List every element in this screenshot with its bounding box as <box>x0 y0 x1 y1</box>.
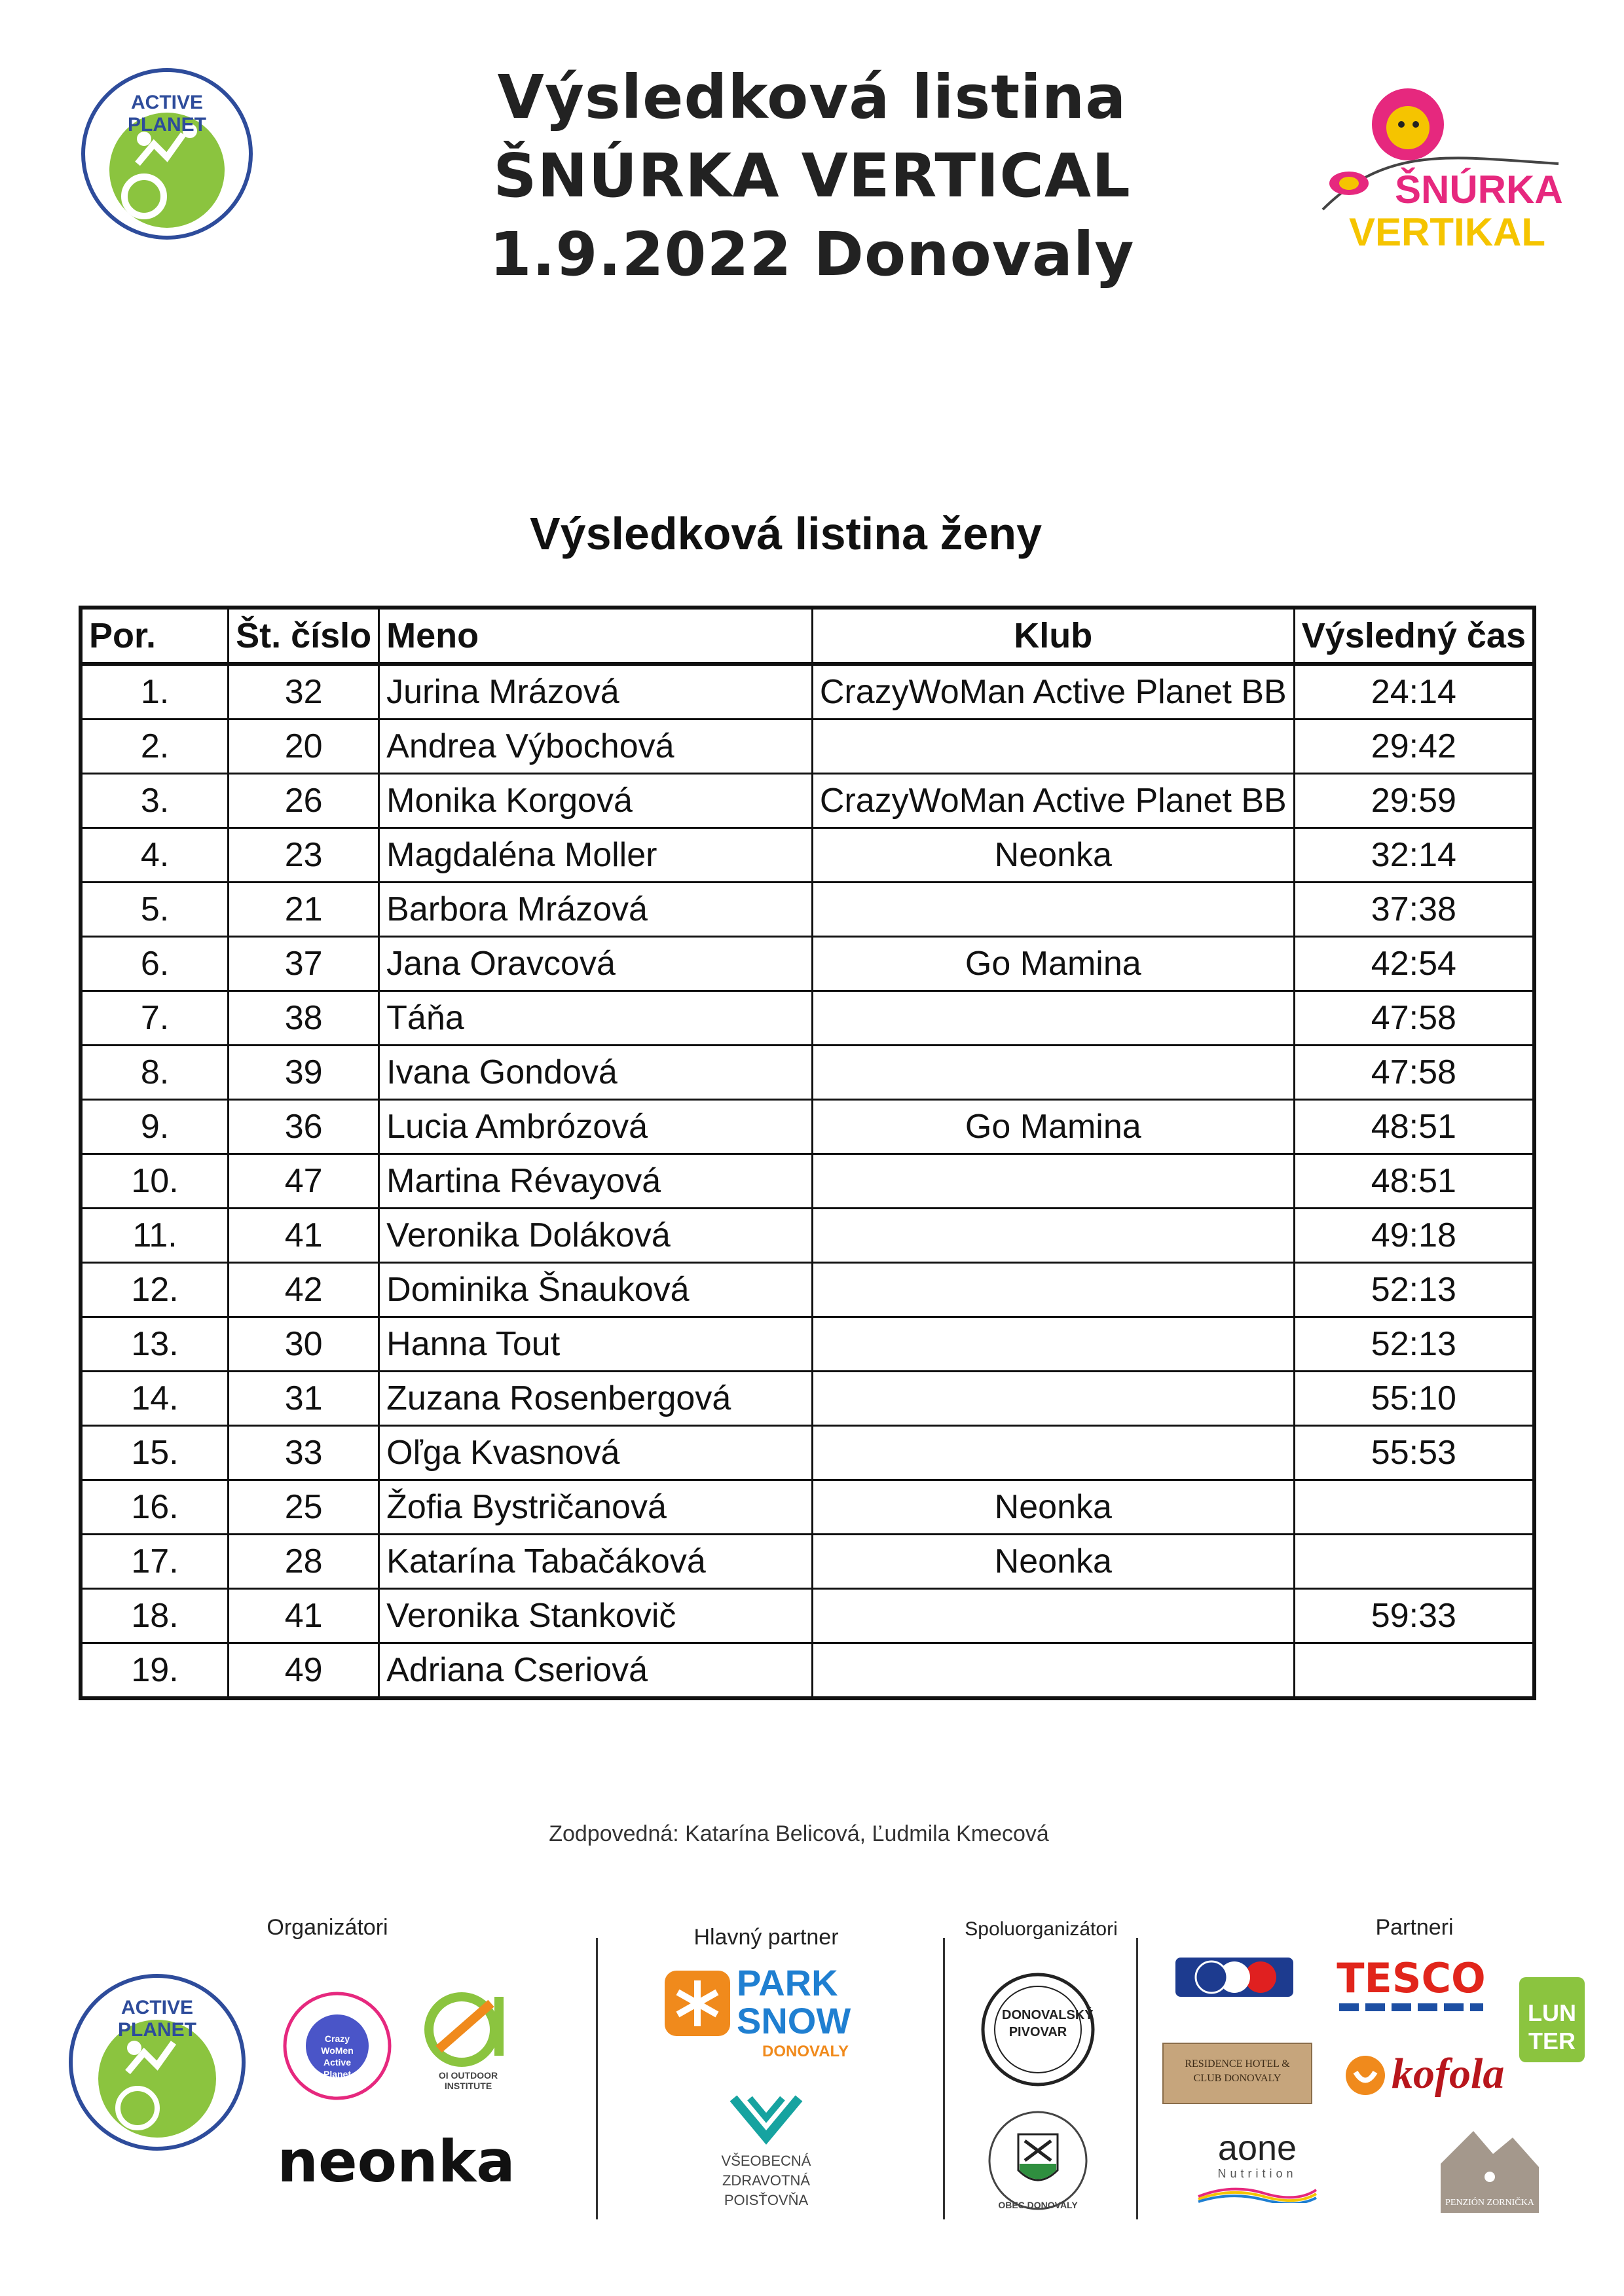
cell-club: CrazyWoMan Active Planet BB <box>812 774 1294 828</box>
table-header-row <box>81 608 1534 664</box>
cell-rank: 7. <box>81 991 229 1046</box>
cell-name: Táňa <box>379 991 813 1046</box>
table-row <box>81 1589 1534 1643</box>
cell-bib: 31 <box>229 1372 379 1426</box>
cell-time: 48:51 <box>1294 1154 1534 1209</box>
vzp-text-line2: ZDRAVOTNÁ <box>722 2172 811 2189</box>
table-row <box>81 664 1534 720</box>
lunter-text-top: LUN <box>1528 1999 1576 2026</box>
cell-club <box>812 991 1294 1046</box>
cell-name: Jana Oravcová <box>379 937 813 991</box>
cell-time <box>1294 1643 1534 1699</box>
cell-club <box>812 1589 1294 1643</box>
crazy-women-logo <box>282 1990 393 2102</box>
cell-name: Magdaléna Moller <box>379 828 813 883</box>
cell-club <box>812 1209 1294 1263</box>
coorganizers-label: Spoluorganizátori <box>965 1918 1118 1940</box>
cell-rank: 15. <box>81 1426 229 1480</box>
cell-name: Dominika Šnauková <box>379 1263 813 1317</box>
kofola-logo <box>1342 2049 1506 2108</box>
cell-time: 24:14 <box>1294 664 1534 720</box>
cell-time: 55:53 <box>1294 1426 1534 1480</box>
cell-name: Oľga Kvasnová <box>379 1426 813 1480</box>
cell-time: 32:14 <box>1294 828 1534 883</box>
pivovar-text: DONOVALSKÝ PIVOVAR <box>1002 2008 1094 2039</box>
cell-bib: 41 <box>229 1209 379 1263</box>
cell-club <box>812 1426 1294 1480</box>
column-header-bib: Št. číslo <box>229 608 379 664</box>
title-line-3: 1.9.2022 Donovaly <box>489 219 1135 289</box>
cell-bib: 23 <box>229 828 379 883</box>
cell-time: 52:13 <box>1294 1263 1534 1317</box>
cell-rank: 1. <box>81 664 229 720</box>
table-row <box>81 774 1534 828</box>
outdoor-institute-logo <box>419 1984 517 2095</box>
penzion-zornicka-logo <box>1437 2124 1542 2216</box>
obec-donovaly-text: OBEC DONOVALY <box>998 2200 1078 2210</box>
column-header-time: Výsledný čas <box>1294 608 1534 664</box>
organizers-label: Organizátori <box>267 1915 388 1940</box>
table-row <box>81 937 1534 991</box>
table-row <box>81 1535 1534 1589</box>
table-row <box>81 1480 1534 1535</box>
cell-bib: 25 <box>229 1480 379 1535</box>
cell-rank: 10. <box>81 1154 229 1209</box>
footer-active-planet-logo <box>65 1971 249 2154</box>
cell-club <box>812 1643 1294 1699</box>
cell-rank: 3. <box>81 774 229 828</box>
cell-time: 55:10 <box>1294 1372 1534 1426</box>
residence-hotel-text: RESIDENCE HOTEL & CLUB DONOVALY <box>1185 2058 1290 2084</box>
cell-club <box>812 1317 1294 1372</box>
cell-rank: 9. <box>81 1100 229 1154</box>
aone-text: aone <box>1217 2128 1297 2168</box>
cell-name: Andrea Výbochová <box>379 720 813 774</box>
cell-name: Martina Révayová <box>379 1154 813 1209</box>
park-snow-text: PARK SNOW <box>737 1962 851 2041</box>
responsible-persons: Zodpovedná: Katarína Belicová, Ľudmila Kmecová <box>549 1821 1049 1846</box>
sad-zvolen-logo <box>1172 1954 1297 2007</box>
divider-1 <box>596 1938 598 2219</box>
title-line-2: ŠNÚRKA VERTICAL <box>493 141 1131 211</box>
table-row <box>81 1154 1534 1209</box>
cell-rank: 13. <box>81 1317 229 1372</box>
cell-time: 29:59 <box>1294 774 1534 828</box>
cell-name: Ivana Gondová <box>379 1046 813 1100</box>
cell-rank: 18. <box>81 1589 229 1643</box>
column-header-club: Klub <box>812 608 1294 664</box>
cell-name: Veronika Stankovič <box>379 1589 813 1643</box>
table-row <box>81 720 1534 774</box>
footer-active-planet-text: ACTIVE PLANET <box>118 1997 196 2041</box>
cell-club: Neonka <box>812 828 1294 883</box>
vzp-logo <box>701 2088 832 2226</box>
park-snow-logo <box>661 1961 877 2066</box>
cell-rank: 2. <box>81 720 229 774</box>
kofola-text: kofola <box>1392 2050 1505 2098</box>
vzp-text-line3: POISŤOVŇA <box>724 2192 809 2208</box>
cell-name: Jurina Mrázová <box>379 664 813 720</box>
obec-donovaly-logo <box>986 2108 1090 2213</box>
snurka-logo-line2: VERTIKAL <box>1349 210 1545 254</box>
table-row <box>81 828 1534 883</box>
cell-time: 29:42 <box>1294 720 1534 774</box>
table-row <box>81 991 1534 1046</box>
cell-name: Monika Korgová <box>379 774 813 828</box>
cell-club <box>812 1372 1294 1426</box>
crazy-women-logo-text: Crazy WoMen Active Planet <box>321 2033 354 2079</box>
cell-time: 37:38 <box>1294 883 1534 937</box>
cell-name: Veronika Doláková <box>379 1209 813 1263</box>
cell-name: Lucia Ambrózová <box>379 1100 813 1154</box>
tesco-stripes <box>1339 2003 1483 2011</box>
cell-rank: 4. <box>81 828 229 883</box>
results-table <box>79 606 1536 1700</box>
table-row <box>81 1209 1534 1263</box>
table-row <box>81 1372 1534 1426</box>
cell-bib: 38 <box>229 991 379 1046</box>
column-header-rank: Por. <box>81 608 229 664</box>
cell-name: Žofia Bystričanová <box>379 1480 813 1535</box>
main-partner-label: Hlavný partner <box>693 1925 839 1950</box>
divider-3 <box>1136 1938 1138 2219</box>
cell-bib: 26 <box>229 774 379 828</box>
tesco-logo: TESCO <box>1337 1954 1486 2002</box>
neonka-logo: neonka <box>277 2128 515 2195</box>
snurka-logo-line1: ŠNÚRKA <box>1395 168 1563 211</box>
title-line-1: Výsledková listina <box>497 62 1127 132</box>
cell-name: Hanna Tout <box>379 1317 813 1372</box>
cell-time <box>1294 1480 1534 1535</box>
cell-bib: 36 <box>229 1100 379 1154</box>
cell-bib: 47 <box>229 1154 379 1209</box>
cell-bib: 32 <box>229 664 379 720</box>
cell-time: 47:58 <box>1294 991 1534 1046</box>
cell-club: Neonka <box>812 1535 1294 1589</box>
cell-bib: 39 <box>229 1046 379 1100</box>
cell-name: Katarína Tabačáková <box>379 1535 813 1589</box>
aone-subtext: Nutrition <box>1217 2167 1297 2180</box>
cell-bib: 42 <box>229 1263 379 1317</box>
vzp-text-line1: VŠEOBECNÁ <box>721 2153 811 2169</box>
park-snow-subtext: DONOVALY <box>762 2043 849 2060</box>
cell-time: 47:58 <box>1294 1046 1534 1100</box>
cell-club: Go Mamina <box>812 1100 1294 1154</box>
table-row <box>81 1317 1534 1372</box>
cell-bib: 28 <box>229 1535 379 1589</box>
cell-club: Neonka <box>812 1480 1294 1535</box>
cell-name: Zuzana Rosenbergová <box>379 1372 813 1426</box>
cell-club <box>812 1154 1294 1209</box>
results-subtitle: Výsledková listina ženy <box>529 508 1043 559</box>
cell-bib: 37 <box>229 937 379 991</box>
cell-rank: 11. <box>81 1209 229 1263</box>
partners-label: Partneri <box>1375 1915 1454 1940</box>
table-row <box>81 1046 1534 1100</box>
cell-club <box>812 1046 1294 1100</box>
cell-rank: 16. <box>81 1480 229 1535</box>
cell-club: CrazyWoMan Active Planet BB <box>812 664 1294 720</box>
active-planet-logo-text: ACTIVE PLANET <box>128 92 206 136</box>
table-row <box>81 883 1534 937</box>
cell-rank: 8. <box>81 1046 229 1100</box>
penzion-zornicka-text: PENZIÓN ZORNIČKA <box>1445 2198 1534 2208</box>
cell-rank: 6. <box>81 937 229 991</box>
cell-club <box>812 883 1294 937</box>
table-row <box>81 1100 1534 1154</box>
cell-rank: 19. <box>81 1643 229 1699</box>
table-row <box>81 1643 1534 1699</box>
column-header-name: Meno <box>379 608 813 664</box>
cell-club <box>812 720 1294 774</box>
aone-logo <box>1192 2128 1323 2200</box>
cell-time: 49:18 <box>1294 1209 1534 1263</box>
outdoor-institute-text: OI OUTDOOR INSTITUTE <box>438 2070 498 2091</box>
lunter-text-bottom: TER <box>1528 2028 1576 2054</box>
divider-2 <box>943 1938 945 2219</box>
table-row <box>81 1263 1534 1317</box>
cell-time: 48:51 <box>1294 1100 1534 1154</box>
cell-rank: 14. <box>81 1372 229 1426</box>
cell-name: Barbora Mrázová <box>379 883 813 937</box>
cell-bib: 41 <box>229 1589 379 1643</box>
lunter-logo <box>1519 1977 1585 2062</box>
cell-rank: 17. <box>81 1535 229 1589</box>
snurka-vertikal-logo <box>1310 65 1572 262</box>
cell-bib: 33 <box>229 1426 379 1480</box>
residence-hotel-logo <box>1162 2043 1312 2104</box>
cell-rank: 5. <box>81 883 229 937</box>
cell-time <box>1294 1535 1534 1589</box>
cell-rank: 12. <box>81 1263 229 1317</box>
cell-bib: 21 <box>229 883 379 937</box>
cell-bib: 30 <box>229 1317 379 1372</box>
table-row <box>81 1426 1534 1480</box>
cell-time: 42:54 <box>1294 937 1534 991</box>
cell-club: Go Mamina <box>812 937 1294 991</box>
cell-bib: 20 <box>229 720 379 774</box>
cell-name: Adriana Cseriová <box>379 1643 813 1699</box>
cell-club <box>812 1263 1294 1317</box>
cell-time: 59:33 <box>1294 1589 1534 1643</box>
cell-time: 52:13 <box>1294 1317 1534 1372</box>
cell-bib: 49 <box>229 1643 379 1699</box>
donovalsky-pivovar-logo <box>979 1971 1097 2088</box>
